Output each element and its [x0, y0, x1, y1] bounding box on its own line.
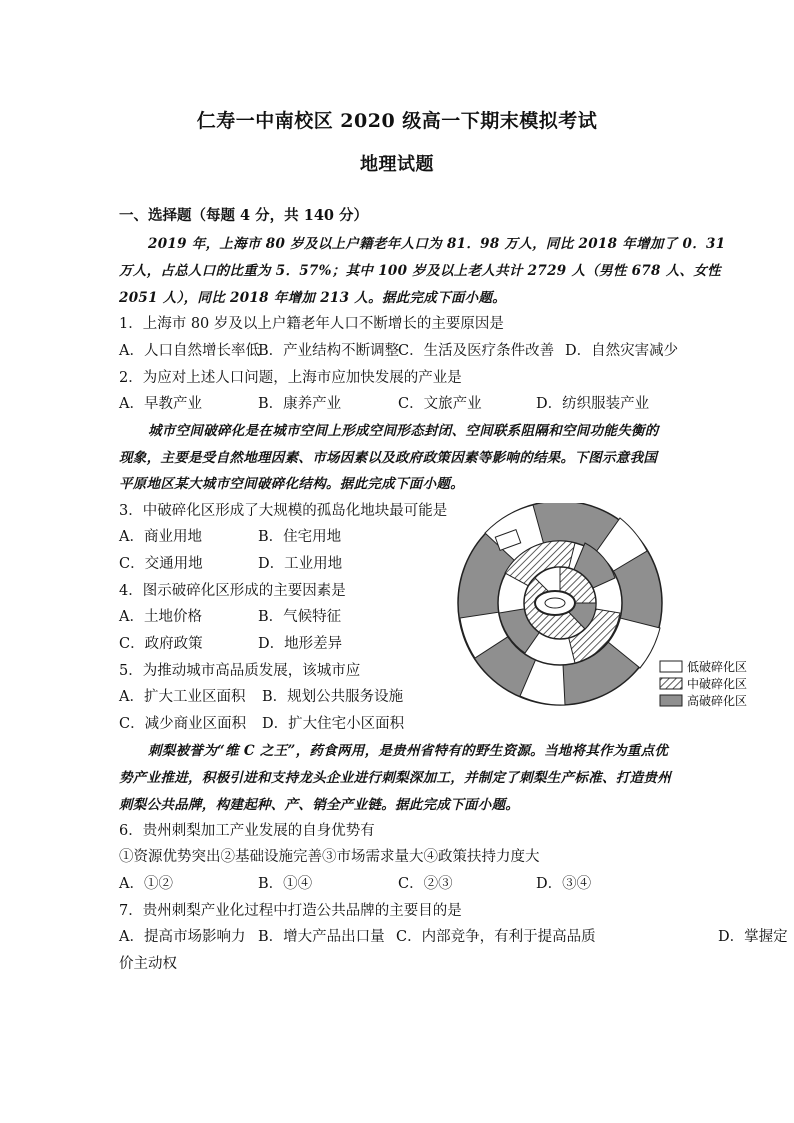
q5-option-a: A．扩大工业区面积 — [119, 689, 246, 705]
q6-option-d: D．③④ — [536, 876, 592, 892]
q7-option-b: B．增大产品出口量 — [258, 929, 385, 945]
q1-option-b: B．产业结构不断调整 — [258, 343, 400, 359]
q4-option-d: D．地形差异 — [258, 636, 343, 652]
passage1-line1: 2019 年，上海市 80 岁及以上户籍老年人口为 81．98 万人，同比 2018 年增加了 0．31 — [148, 236, 726, 252]
q4-option-c: C．政府政策 — [119, 636, 203, 652]
legend-swatch-high — [660, 695, 682, 706]
q3-option-a: A．商业用地 — [119, 529, 202, 545]
section-heading: 一、选择题（每题 4 分，共 140 分） — [119, 207, 369, 224]
q2-option-b: B．康养产业 — [258, 396, 342, 412]
legend — [660, 659, 747, 708]
q6-stem: 6．贵州刺梨加工产业发展的自身优势有 — [119, 823, 375, 839]
legend-swatch-low — [660, 661, 682, 672]
q5-option-d: D．扩大住宅小区面积 — [262, 716, 405, 732]
q7-option-a: A．提高市场影响力 — [119, 929, 246, 945]
q7-option-c: C．内部竞争，有利于提高品质 — [396, 929, 596, 945]
q2-option-a: A．早教产业 — [119, 396, 202, 412]
passage1-line3: 2051 人），同比 2018 年增加 213 人。据此完成下面小题。 — [119, 290, 507, 306]
q4-option-b: B．气候特征 — [258, 609, 342, 625]
q5-stem: 5．为推动城市高品质发展，该城市应 — [119, 663, 361, 679]
q6-option-a: A．①② — [119, 876, 173, 892]
q3-option-d: D．工业用地 — [258, 556, 343, 572]
q2-stem: 2．为应对上述人口问题，上海市应加快发展的产业是 — [119, 370, 462, 386]
passage3-line2: 势产业推进，积极引进和支持龙头企业进行刺梨深加工，并制定了刺梨生产标准、打造贵州 — [119, 770, 671, 786]
q6-substem: ①资源优势突出②基础设施完善③市场需求量大④政策扶持力度大 — [119, 849, 540, 865]
city-core-inner — [545, 598, 565, 608]
passage3-line1: 刺梨被誉为“维 C 之王”，药食两用，是贵州省特有的野生资源。当地将其作为重点优 — [148, 743, 669, 759]
q2-option-c: C．文旅产业 — [398, 396, 482, 412]
q3-option-b: B．住宅用地 — [258, 529, 342, 545]
q5-option-b: B．规划公共服务设施 — [262, 689, 404, 705]
legend-label-high: 高破碎化区 — [687, 694, 748, 708]
q7-option-d-continuation: 价主动权 — [119, 956, 177, 972]
legend-swatch-mid — [660, 678, 682, 689]
exam-title: 仁寿一中南校区 2020 级高一下期末模拟考试 — [196, 110, 598, 132]
q1-stem: 1．上海市 80 岁及以上户籍老年人口不断增长的主要原因是 — [119, 316, 504, 332]
q6-option-b: B．①④ — [258, 876, 313, 892]
q4-option-a: A．土地价格 — [119, 609, 202, 625]
q1-option-a: A．人口自然增长率低 — [119, 343, 260, 359]
q2-option-d: D．纺织服装产业 — [536, 396, 650, 412]
q1-option-d: D．自然灾害减少 — [565, 343, 679, 359]
q7-option-d: D．掌握定 — [718, 929, 788, 945]
passage2-line2: 现象，主要是受自然地理因素、市场因素以及政府政策因素等影响的结果。下图示意我国 — [119, 450, 658, 466]
passage2-line3: 平原地区某大城市空间破碎化结构。据此完成下面小题。 — [119, 476, 464, 492]
exam-subtitle: 地理试题 — [360, 154, 434, 175]
q3-stem: 3．中破碎化区形成了大规模的孤岛化地块最可能是 — [119, 503, 448, 519]
q5-option-c: C．减少商业区面积 — [119, 716, 247, 732]
q7-stem: 7．贵州刺梨产业化过程中打造公共品牌的主要目的是 — [119, 903, 462, 919]
fragmentation-map-figure — [455, 503, 755, 713]
q1-option-c: C．生活及医疗条件改善 — [398, 343, 555, 359]
q6-option-c: C．②③ — [398, 876, 453, 892]
fragmentation-map-svg — [455, 503, 755, 713]
q4-stem: 4．图示破碎化区形成的主要因素是 — [119, 583, 346, 599]
legend-label-mid: 中破碎化区 — [687, 677, 748, 691]
q3-option-c: C．交通用地 — [119, 556, 203, 572]
passage1-line2: 万人，占总人口的比重为 5．57%；其中 100 岁及以上老人共计 2729 人（男性 678 人、女性 — [119, 263, 721, 279]
passage3-line3: 刺梨公共品牌，构建起种、产、销全产业链。据此完成下面小题。 — [119, 797, 520, 813]
legend-label-low: 低破碎化区 — [687, 660, 748, 674]
passage2-line1: 城市空间破碎化是在城市空间上形成空间形态封闭、空间联系阻隔和空间功能失衡的 — [148, 423, 659, 439]
